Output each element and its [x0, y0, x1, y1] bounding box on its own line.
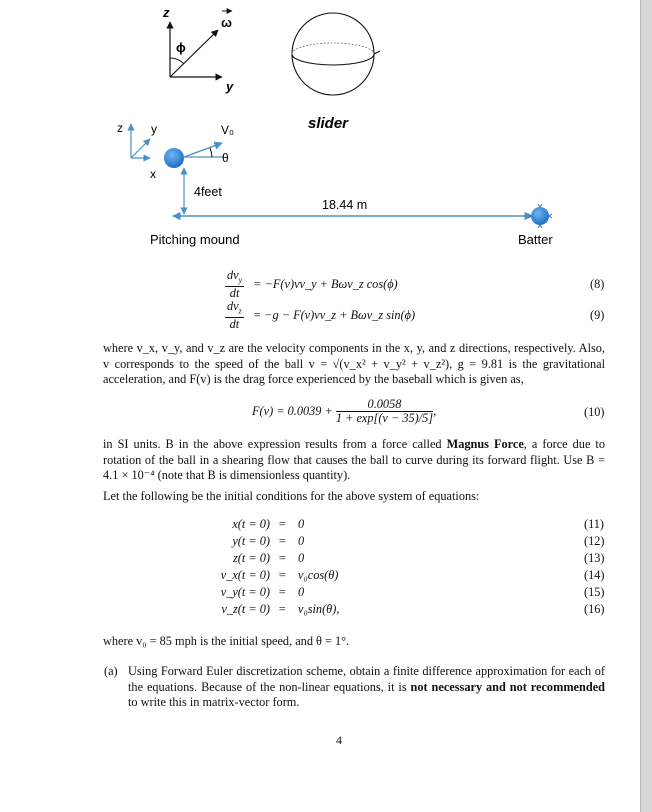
- eq9-number: (9): [590, 308, 605, 322]
- eq8-lhs-subscript: y: [238, 275, 243, 285]
- axes2-y-arrow: [131, 139, 150, 158]
- batter-label: Batter: [518, 232, 553, 247]
- eq10-lhs: F(v) = 0.0039 +: [252, 404, 333, 418]
- ball-equator-front: [292, 54, 374, 65]
- trajectory-axes: [117, 121, 157, 181]
- equation-10: [252, 398, 436, 425]
- ic-lhs-3: v_x(t = 0): [220, 568, 270, 582]
- y-axis-label: y: [226, 79, 234, 94]
- initial-conditions-block: [0, 517, 640, 627]
- part-a-text: [128, 664, 605, 711]
- equation-9: [225, 300, 415, 331]
- distance-label: 18.44 m: [322, 198, 368, 212]
- para2-text-a: in SI units. B in the above expression results from a force called: [103, 437, 447, 451]
- ic-eq-4: =: [278, 585, 287, 599]
- z-axis-label: z: [163, 5, 170, 20]
- ic-lhs-4: v_y(t = 0): [220, 585, 270, 599]
- eq9-derivative: [225, 300, 244, 331]
- axes2-y-label: y: [151, 122, 157, 136]
- batter-marker-icon: [531, 207, 549, 225]
- eq8-rhs: = −F(v)vv_y + Bωv_z cos(ϕ): [253, 276, 398, 291]
- eq9-rhs: = −g − F(v)vv_z + Bωv_z sin(ϕ): [252, 307, 416, 322]
- ball-spin-tick: [374, 51, 380, 54]
- eq9-lhs-numerator: dv: [227, 299, 239, 313]
- part-a-text-a: Using Forward Euler discretization scheme, obtain a finite difference approximation for each of the equations. Because of the non-linear equations, it is: [128, 664, 605, 694]
- para2-text-b: , a force due to rotation of the ball in a shearing flow that causes the ball to curve during its forward flight. Use B = 4.1 × 10⁻⁴ (note that B is dimensionless quantity).: [103, 437, 605, 483]
- equation-8: [225, 269, 398, 300]
- ic-number-0: (11): [584, 517, 605, 531]
- spinning-ball-sketch: [292, 13, 380, 132]
- height-label: 4feet: [194, 185, 222, 199]
- phi-angle-arc: [170, 58, 184, 64]
- paragraph-initial-speed: where v₀ = 85 mph is the initial speed, and θ = 1°.: [103, 634, 350, 648]
- ic-number-3: (14): [584, 568, 605, 582]
- figure: [0, 0, 640, 260]
- ic-number-2: (13): [584, 551, 605, 565]
- ic-lhs-1: y(t = 0): [232, 534, 270, 548]
- ic-number-1: (12): [584, 534, 605, 548]
- ic-rhs-3: v₀cos(θ): [298, 568, 339, 582]
- page-number: 4: [336, 733, 342, 747]
- ic-rhs-4: 0: [298, 585, 305, 599]
- ic-eq-5: =: [278, 602, 287, 616]
- para2-bold-term: Magnus Force: [446, 437, 524, 451]
- eq8-derivative: [225, 269, 244, 300]
- ic-rhs-1: 0: [298, 534, 305, 548]
- baseball-icon: [164, 148, 184, 168]
- eq10-fraction: [336, 398, 433, 425]
- phi-label: ϕ: [176, 40, 186, 55]
- eq10-denominator: 1 + exp[(v − 35)/5]: [335, 411, 434, 425]
- mound-label: Pitching mound: [150, 232, 240, 247]
- ic-eq-2: =: [278, 551, 287, 565]
- eq8-lhs-denominator: dt: [229, 286, 240, 301]
- viewer-scrollbar[interactable]: [640, 0, 652, 812]
- ic-number-4: (15): [584, 585, 605, 599]
- part-a-bold: not necessary and not recommended: [410, 679, 605, 694]
- eq8-number: (8): [590, 277, 605, 291]
- part-a-label: (a): [104, 664, 118, 678]
- axes2-x-label: x: [150, 167, 156, 181]
- theta-angle-arc: [210, 148, 212, 157]
- omega-axes-diagram: [162, 5, 234, 94]
- ic-lhs-2: z(t = 0): [233, 551, 270, 565]
- ball-outline: [292, 13, 374, 95]
- v0-vector-arrow: [184, 143, 222, 157]
- ic-eq-3: =: [278, 568, 287, 582]
- ic-eq-0: =: [278, 517, 287, 531]
- ic-rhs-0: 0: [298, 517, 305, 531]
- eq10-tail: ,: [433, 404, 437, 418]
- paragraph-initial-conditions-intro: Let the following be the initial conditions for the above system of equations:: [103, 489, 480, 503]
- eq9-lhs-subscript: z: [238, 306, 242, 316]
- eq10-number: (10): [584, 405, 605, 419]
- paragraph-magnus-force: [103, 437, 605, 484]
- v0-label: V₀: [221, 123, 234, 137]
- ic-eq-1: =: [278, 534, 287, 548]
- ic-lhs-0: x(t = 0): [232, 517, 270, 531]
- part-a-text-b: to write this in matrix-vector form.: [128, 695, 300, 710]
- axes2-z-label: z: [117, 121, 123, 135]
- omega-label: ω: [221, 15, 232, 30]
- figure-title: slider: [308, 115, 349, 132]
- eq10-numerator: 0.0058: [336, 398, 433, 412]
- ball-equator-back: [292, 43, 374, 54]
- paragraph-velocity-definitions: where v_x, v_y, and v_z are the velocity components in the x, y, and z directions, respectively. Also, v corresponds to the speed of the ball v = √(v_x² + v_y² + v_z²), g = 9.81 is the gravitational acceleration, and F(v) is the drag force experienced by the baseball which is given as,: [103, 341, 605, 387]
- ic-lhs-5: v_z(t = 0): [221, 602, 270, 616]
- eq9-lhs-denominator: dt: [229, 317, 240, 332]
- eq8-lhs-numerator: dv: [227, 268, 239, 282]
- ic-rhs-2: 0: [298, 551, 305, 565]
- theta-label: θ: [222, 151, 229, 165]
- ic-rhs-5: v₀sin(θ),: [298, 602, 340, 616]
- pitch-setup: [150, 123, 553, 247]
- ic-number-5: (16): [584, 602, 605, 616]
